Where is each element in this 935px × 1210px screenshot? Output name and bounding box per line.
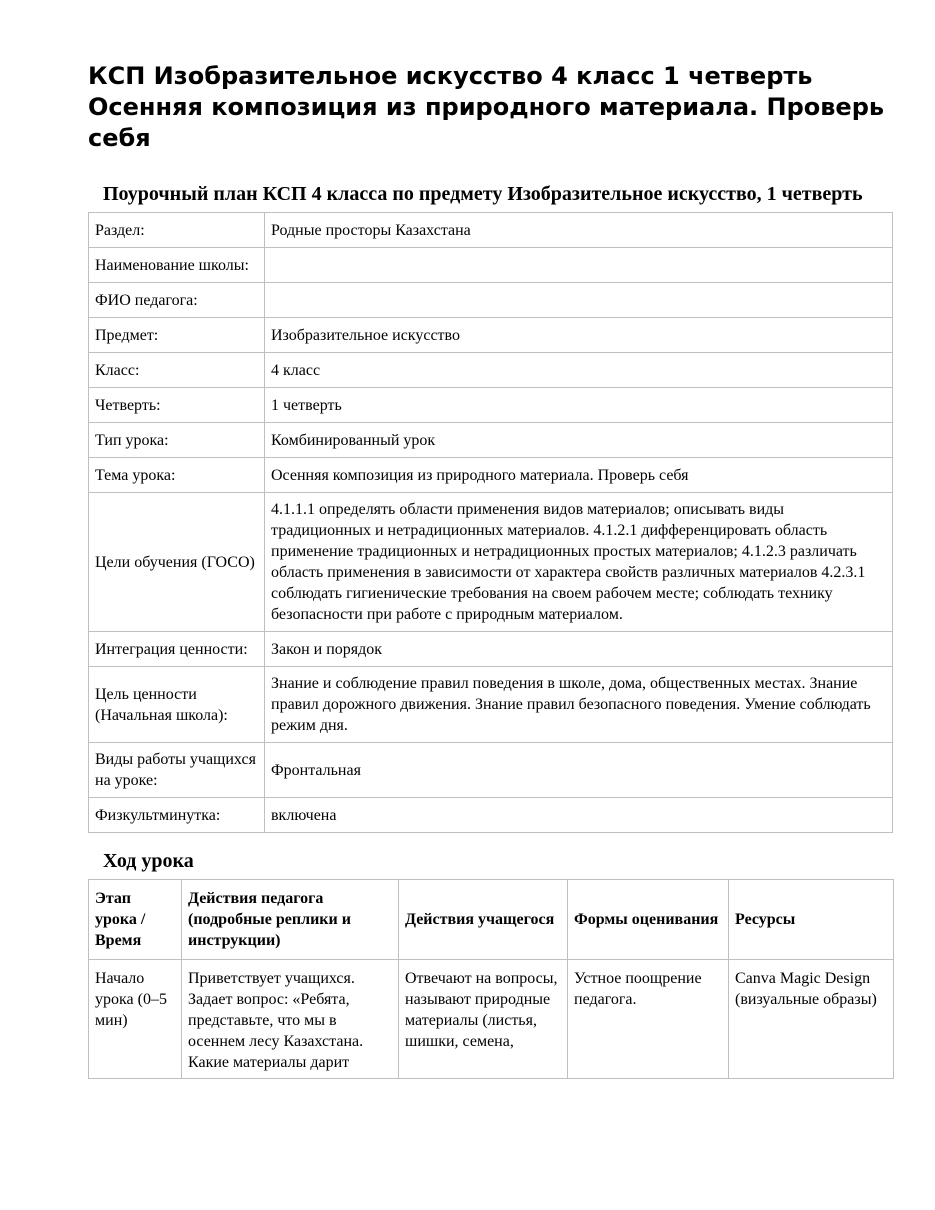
plan-row-value: 4.1.1.1 определять области применения видов материалов; описывать виды традиционных и нетрадиционных материалов. 4.1.2.1 дифференцировать область применение традиционных и нетрадиционных простых материалов; 4.1.2.3 различать область применения в зависимости от характера свойств различных материалов 4.2.3.1 соблюдать гигиенические требования на своем рабочем месте; соблюдать технику безопасности при работе с природным материалом. <box>265 493 893 632</box>
plan-row <box>89 632 893 667</box>
plan-row-label: Цели обучения (ГОСО) <box>89 493 265 632</box>
plan-row-label: ФИО педагога: <box>89 283 265 318</box>
plan-row-value <box>265 283 893 318</box>
document-page <box>88 0 893 1079</box>
plan-row <box>89 743 893 798</box>
plan-heading: Поурочный план КСП 4 класса по предмету Изобразительное искусство, 1 четверть <box>103 183 863 205</box>
lesson-header-row <box>89 880 894 960</box>
plan-row-value: Закон и порядок <box>265 632 893 667</box>
plan-row-label: Тема урока: <box>89 458 265 493</box>
plan-row-value: Комбинированный урок <box>265 423 893 458</box>
plan-row <box>89 283 893 318</box>
lesson-col-assessment: Формы оценивания <box>568 880 729 960</box>
plan-row <box>89 248 893 283</box>
plan-row <box>89 388 893 423</box>
lesson-assessment-cell <box>568 960 729 1079</box>
lesson-heading: Ход урока <box>103 850 194 872</box>
plan-row <box>89 798 893 833</box>
lesson-stage-cell <box>89 960 182 1079</box>
plan-row <box>89 318 893 353</box>
plan-row-label: Виды работы учащихся на уроке: <box>89 743 265 798</box>
plan-row-value: 1 четверть <box>265 388 893 423</box>
lesson-col-student: Действия учащегося <box>399 880 568 960</box>
plan-row <box>89 667 893 743</box>
plan-row-label: Предмет: <box>89 318 265 353</box>
plan-row-value: Родные просторы Казахстана <box>265 213 893 248</box>
lesson-col-resources: Ресурсы <box>729 880 894 960</box>
lesson-col-teacher: Действия педагога (подробные реплики и инструкции) <box>182 880 399 960</box>
plan-row-label: Четверть: <box>89 388 265 423</box>
plan-row-label: Класс: <box>89 353 265 388</box>
plan-row-value: Фронтальная <box>265 743 893 798</box>
plan-row <box>89 353 893 388</box>
lesson-table <box>88 879 894 1079</box>
lesson-col-stage: Этап урока / Время <box>89 880 182 960</box>
plan-row-value: Осенняя композиция из природного материала. Проверь себя <box>265 458 893 493</box>
plan-row <box>89 493 893 632</box>
plan-row-label: Интеграция ценности: <box>89 632 265 667</box>
plan-row-label: Тип урока: <box>89 423 265 458</box>
plan-row <box>89 213 893 248</box>
lesson-teacher-text: Приветствует учащихся. Задает вопрос: «Ребята, представьте, что мы в осеннем лесу Казахстана. Какие материалы дарит <box>188 970 364 1071</box>
lesson-stage-text: Начало урока (0–5 мин) <box>95 970 167 1029</box>
plan-row-label: Наименование школы: <box>89 248 265 283</box>
plan-row-label: Раздел: <box>89 213 265 248</box>
plan-info-table <box>88 212 893 833</box>
plan-row-label: Цель ценности (Начальная школа): <box>89 667 265 743</box>
plan-row-value: Изобразительное искусство <box>265 318 893 353</box>
document-title: КСП Изобразительное искусство 4 класс 1 четверть Осенняя композиция из природного материала. Проверь себя <box>88 62 885 152</box>
plan-row <box>89 423 893 458</box>
lesson-student-cell <box>399 960 568 1079</box>
plan-row-value: 4 класс <box>265 353 893 388</box>
plan-row-value: Знание и соблюдение правил поведения в школе, дома, общественных местах. Знание правил дорожного движения. Знание правил безопасного поведения. Умение соблюдать режим дня. <box>265 667 893 743</box>
lesson-assessment-text: Устное поощрение педагога. <box>574 970 702 1008</box>
plan-row-value <box>265 248 893 283</box>
plan-row-label: Физкультминутка: <box>89 798 265 833</box>
lesson-teacher-cell <box>182 960 399 1079</box>
lesson-resources-cell <box>729 960 894 1079</box>
lesson-row <box>89 960 894 1079</box>
plan-row <box>89 458 893 493</box>
plan-row-value: включена <box>265 798 893 833</box>
lesson-student-text: Отвечают на вопросы, называют природные материалы (листья, шишки, семена, <box>405 970 558 1050</box>
lesson-resources-text: Canva Magic Design (визуальные образы) <box>735 970 877 1008</box>
